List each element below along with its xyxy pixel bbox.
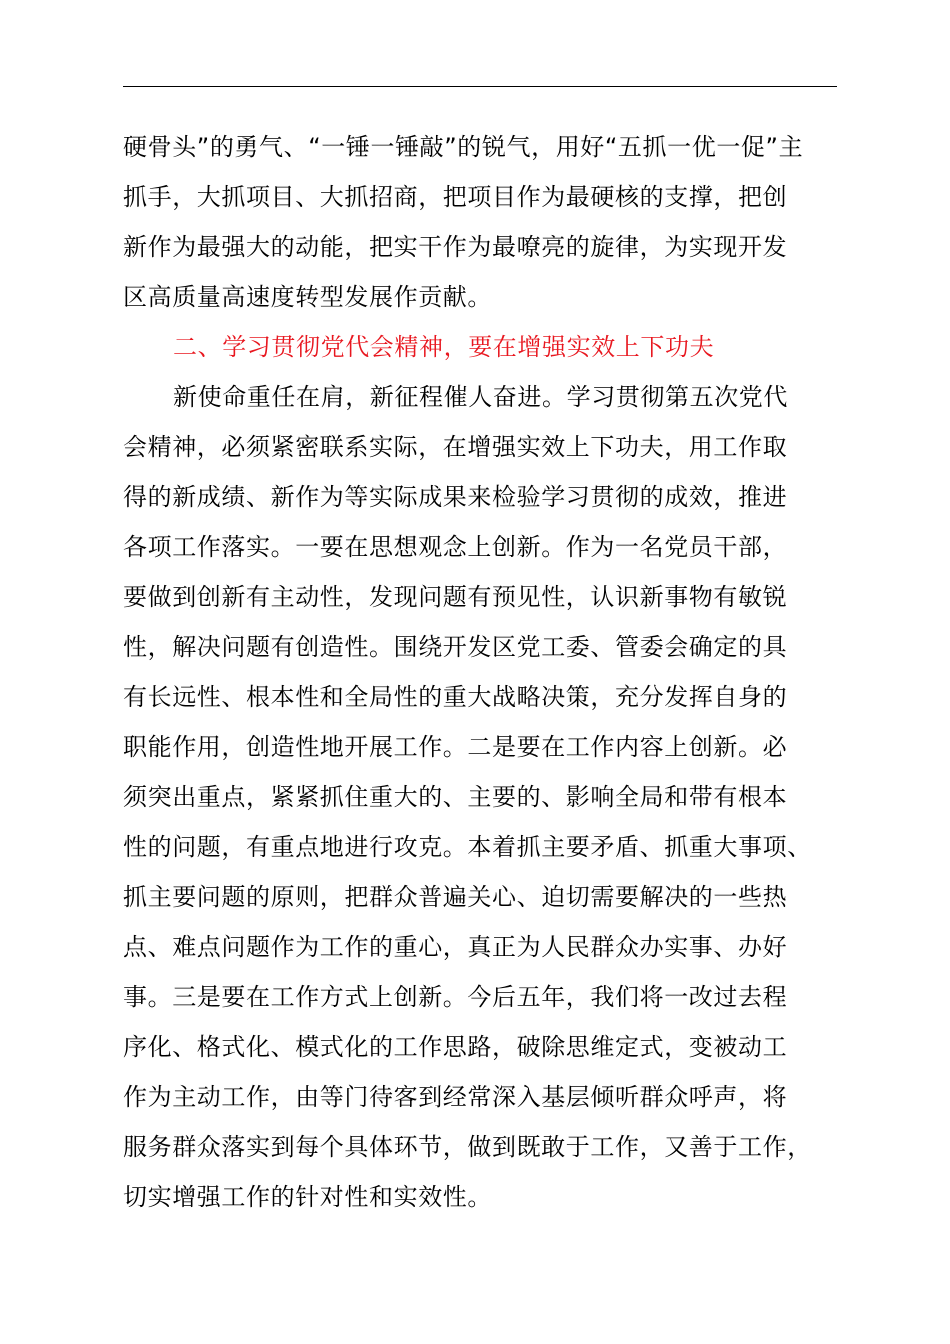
text-line: 切实增强工作的针对性和实效性。	[123, 1183, 492, 1211]
text-line: 硬骨头”的勇气、“一锤一锤敲”的锐气，用好“五抓一优一促”主	[123, 133, 804, 161]
text-line: 新使命重任在肩，新征程催人奋进。学习贯彻第五次党代	[173, 383, 788, 411]
document-body	[123, 122, 858, 1222]
text-line: 会精神，必须紧密联系实际，在增强实效上下功夫，用工作取	[123, 433, 788, 461]
section-heading: 二、学习贯彻党代会精神，要在增强实效上下功夫	[173, 333, 715, 361]
text-line: 序化、格式化、模式化的工作思路，破除思维定式，变被动工	[123, 1033, 788, 1061]
text-line: 有长远性、根本性和全局性的重大战略决策，充分发挥自身的	[123, 683, 788, 711]
text-line: 事。三是要在工作方式上创新。今后五年，我们将一改过去程	[123, 983, 788, 1011]
text-line: 抓手，大抓项目、大抓招商，把项目作为最硬核的支撑，把创	[123, 183, 788, 211]
text-line: 要做到创新有主动性，发现问题有预见性，认识新事物有敏锐	[123, 583, 788, 611]
text-line: 作为主动工作，由等门待客到经常深入基层倾听群众呼声，将	[123, 1083, 788, 1111]
text-line: 性，解决问题有创造性。围绕开发区党工委、管委会确定的具	[123, 633, 788, 661]
text-line: 区高质量高速度转型发展作贡献。	[123, 283, 492, 311]
text-line: 各项工作落实。一要在思想观念上创新。作为一名党员干部，	[123, 533, 788, 561]
text-line: 抓主要问题的原则，把群众普遍关心、迫切需要解决的一些热	[123, 883, 788, 911]
header-rule	[123, 86, 837, 87]
text-line: 须突出重点，紧紧抓住重大的、主要的、影响全局和带有根本	[123, 783, 788, 811]
paragraph-2	[123, 372, 858, 1222]
text-line: 点、难点问题作为工作的重心，真正为人民群众办实事、办好	[123, 933, 788, 961]
text-line: 性的问题，有重点地进行攻克。本着抓主要矛盾、抓重大事项、	[123, 833, 812, 861]
text-line: 职能作用，创造性地开展工作。二是要在工作内容上创新。必	[123, 733, 788, 761]
text-line: 服务群众落实到每个具体环节，做到既敢于工作，又善于工作，	[123, 1133, 812, 1161]
text-line: 得的新成绩、新作为等实际成果来检验学习贯彻的成效，推进	[123, 483, 788, 511]
paragraph-1	[123, 122, 858, 322]
text-line: 新作为最强大的动能，把实干作为最嘹亮的旋律，为实现开发	[123, 233, 788, 261]
